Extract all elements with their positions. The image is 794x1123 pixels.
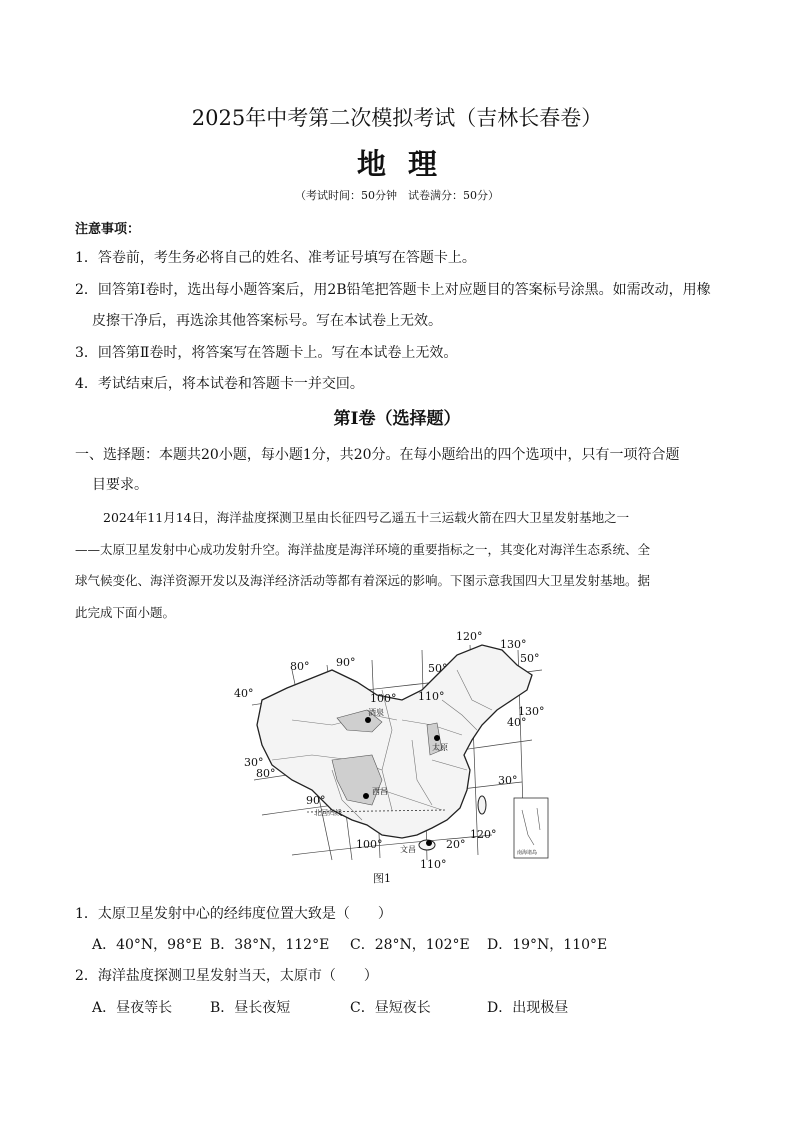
question-1-option-d[interactable]: D．19°N，110°E [487, 937, 608, 953]
lat-label: 40° [234, 687, 254, 700]
passage-line: 此完成下面小题。 [75, 605, 176, 620]
question-1-stem: 1．太原卫星发射中心的经纬度位置大致是（ ） [75, 906, 392, 922]
section-instruction: 一、选择题：本题共20小题，每小题1分，共20分。在每小题给出的四个选项中，只有一项符合题 [75, 447, 680, 463]
question-1-option-b[interactable]: B．38°N，112°E [210, 937, 330, 953]
lat-label: 30° [244, 756, 264, 769]
question-2-option-c[interactable]: C．昼短夜长 [350, 1000, 431, 1016]
question-2-option-a[interactable]: A．昼夜等长 [92, 1000, 173, 1016]
section-instruction-continued: 目要求。 [92, 477, 148, 493]
site-label-taiyuan: 太原 [432, 743, 448, 752]
question-2-option-b[interactable]: B．昼长夜短 [210, 1000, 291, 1016]
lat-label: 50° [428, 662, 448, 675]
lon-label: 90° [336, 656, 356, 669]
lon-label: 130° [500, 638, 527, 651]
wenchang-marker [426, 840, 432, 846]
question-2-option-d[interactable]: D．出现极昼 [487, 1000, 569, 1016]
lon-label: 100° [356, 838, 383, 851]
subject-title: 地理 [356, 147, 459, 181]
lon-label: 80° [256, 767, 276, 780]
lon-label: 90° [306, 794, 326, 807]
passage-line: 2024年11月14日，海洋盐度探测卫星由长征四号乙遥五十三运载火箭在四大卫星发射基地之一 [103, 510, 630, 525]
site-label-wenchang: 文昌 [400, 845, 416, 854]
lon-label: 120° [470, 828, 497, 841]
lat-label: 50° [520, 652, 540, 665]
notice-item: 1．答卷前，考生务必将自己的姓名、准考证号填写在答题卡上。 [75, 250, 476, 266]
notice-item: 4．考试结束后，将本试卷和答题卡一并交回。 [75, 376, 364, 392]
notice-item: 3．回答第Ⅱ卷时，将答案写在答题卡上。写在本试卷上无效。 [75, 345, 458, 361]
inset-label: 南海诸岛 [517, 850, 538, 856]
passage-line: 球气候变化、海洋资源开发以及海洋经济活动等都有着深远的影响。下图示意我国四大卫星发射基地。据 [75, 573, 651, 588]
tropic-label: 北回归线 [314, 809, 342, 817]
exam-title: 2025年中考第二次模拟考试（吉林长春卷） [191, 106, 603, 130]
taiyuan-marker [434, 735, 440, 741]
lon-label: 80° [290, 660, 310, 673]
lon-label: 110° [418, 690, 445, 703]
map-caption: 图1 [373, 872, 391, 885]
exam-info: （考试时间：50分钟 试卷满分：50分） [295, 189, 499, 202]
notice-heading: 注意事项： [75, 222, 141, 237]
china-satellite-base-map [232, 630, 552, 885]
lon-label: 110° [420, 858, 447, 871]
notice-item: 2．回答第Ⅰ卷时，选出每小题答案后，用2B铅笔把答题卡上对应题目的答案标号涂黑。如需改动，用橡 [75, 282, 711, 298]
lon-label: 130° [518, 705, 545, 718]
notice-item-continued: 皮擦干净后，再选涂其他答案标号。写在本试卷上无效。 [92, 313, 442, 329]
lat-label: 30° [498, 774, 518, 787]
site-label-xichang: 西昌 [372, 787, 388, 796]
lat-label: 40° [507, 716, 527, 729]
question-1-option-a[interactable]: A．40°N，98°E [92, 937, 203, 953]
passage-line: ——太原卫星发射中心成功发射升空。海洋盐度是海洋环境的重要指标之一，其变化对海洋生态系统、全 [75, 542, 651, 557]
lon-label: 100° [370, 692, 397, 705]
lon-label: 120° [456, 630, 483, 643]
lat-label: 20° [446, 838, 466, 851]
question-1-option-c[interactable]: C．28°N，102°E [350, 937, 470, 953]
site-label-jiuquan: 酒泉 [368, 708, 384, 717]
section-title: 第Ⅰ卷（选择题） [333, 409, 461, 429]
xichang-marker [363, 793, 369, 799]
question-2-stem: 2．海洋盐度探测卫星发射当天，太原市（ ） [75, 968, 378, 984]
